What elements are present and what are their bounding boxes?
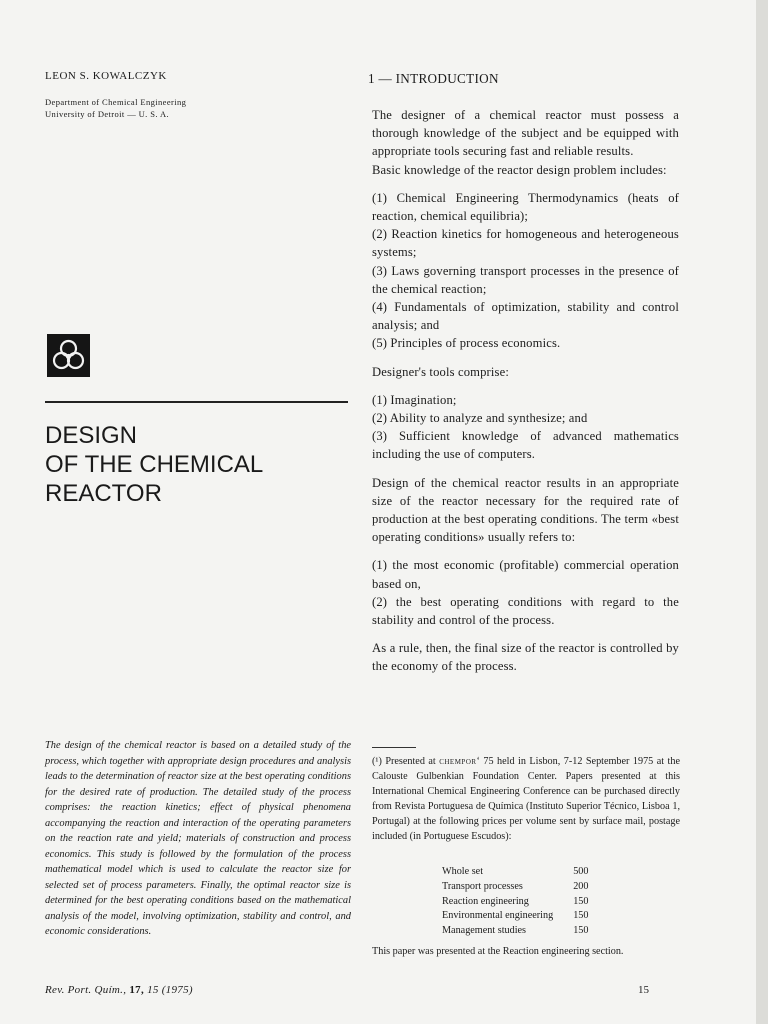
price-row bbox=[442, 880, 588, 895]
list-item: (5) Principles of process economics. bbox=[372, 336, 561, 351]
abstract: The design of the chemical reactor is based on a detailed study of the process, which together with appropriate design procedures and analysis leads to the determination of reactor size at the best operating conditions for the desired rate of production. The detailed study of the process comprises: the reaction kinetics; effect of physical phenomena accompanying the reaction and interaction of the operating parameters on the reaction rate and yield; materials of construction and process economics. This study is followed by the formulation of the process mathematical model which is used to calculate the reactor size for selected set of process parameters. Finally, the optimal reactor size is determined for the best operating conditions based on the mathematical analysis of the model, involving optimization, stability and control, and economic considerations. bbox=[45, 740, 351, 937]
title-rule bbox=[45, 401, 348, 403]
affiliation-department: Department of Chemical Engineering bbox=[45, 97, 187, 107]
list-item: (1) Chemical Engineering Thermodynamics (heats of reaction, chemical equilibria); bbox=[372, 190, 679, 224]
price-label: Management studies bbox=[442, 925, 527, 937]
price-row bbox=[442, 924, 588, 939]
title-line: REACTOR bbox=[45, 480, 162, 507]
price-value: 150 bbox=[573, 895, 589, 907]
basic-knowledge-paragraph: Basic knowledge of the reactor design problem includes: bbox=[372, 162, 667, 177]
paper-title bbox=[45, 421, 263, 508]
rule-paragraph: As a rule, then, the final size of the reactor is controlled by the economy of the process. bbox=[372, 641, 679, 674]
price-value: 150 bbox=[573, 925, 589, 937]
journal-volume: 17, bbox=[129, 984, 144, 996]
price-label: Whole set bbox=[442, 866, 484, 877]
list-item: (2) Reaction kinetics for homogeneous and heterogeneous systems; bbox=[372, 227, 679, 260]
author-name: LEON S. KOWALCZYK bbox=[45, 70, 167, 82]
body-text bbox=[372, 106, 679, 676]
page-number: 15 bbox=[638, 984, 649, 996]
title-line: OF THE CHEMICAL bbox=[45, 451, 264, 478]
list-item: (1) Imagination; bbox=[372, 392, 457, 407]
price-row bbox=[442, 895, 588, 910]
footnote-rule bbox=[372, 747, 416, 748]
journal-name: Rev. Port. Quím., bbox=[45, 984, 127, 996]
page-edge-shadow bbox=[756, 0, 768, 1024]
affiliation-university: University of Detroit — U. S. A. bbox=[45, 109, 170, 119]
price-label: Transport processes bbox=[442, 880, 523, 892]
list-item: (3) Sufficient knowledge of advanced mathematics including the use of computers. bbox=[372, 429, 679, 462]
author-affiliation bbox=[45, 96, 186, 120]
section-heading: 1 — INTRODUCTION bbox=[368, 71, 499, 86]
footnote bbox=[372, 755, 680, 844]
list-item: (2) the best operating conditions with regard to the stability and control of the process. bbox=[372, 594, 679, 628]
price-label: Reaction engineering bbox=[442, 895, 529, 907]
design-paragraph: Design of the chemical reactor results in an appropriate size of the reactor necessary for the required rate of production at the best operating conditions. The term «best operating conditions» usually refers to: bbox=[372, 475, 679, 545]
price-row bbox=[442, 909, 588, 924]
price-value: 150 bbox=[573, 910, 589, 922]
intro-paragraph: The designer of a chemical reactor must possess a thorough knowledge of the subject and be equipped with appropriate tools securing fast and reliable results. bbox=[372, 108, 679, 159]
list-item: (4) Fundamentals of optimization, stability and control analysis; and bbox=[372, 300, 679, 333]
price-value: 200 bbox=[573, 880, 589, 892]
title-line: DESIGN bbox=[45, 422, 138, 449]
list-item: (3) Laws governing transport processes in the presence of the chemical reaction; bbox=[372, 263, 679, 296]
tools-intro-paragraph: Designer's tools comprise: bbox=[372, 364, 509, 379]
journal-pages-year: 15 (1975) bbox=[147, 984, 193, 996]
price-value: 500 bbox=[573, 866, 589, 877]
footnote-text: ‘ 75 held in Lisbon, 7-12 September 1975 at the Calouste Gulbenkian Foundation Center. Papers presented at this International Chemical Engineering Conference can be purchased directly from Revista Portuguesa de Química (Instituto Superior Técnico, Lisboa 1, Portugal) at the following prices per volume sent by surface mail, postage included (in Portuguese Escudos): bbox=[372, 756, 680, 842]
footnote-marker: (¹) bbox=[372, 756, 382, 767]
list-item: (1) the most economic (profitable) commercial operation based on, bbox=[372, 558, 679, 591]
section-note: This paper was presented at the Reaction engineering section. bbox=[372, 946, 624, 957]
journal-citation bbox=[45, 984, 193, 996]
price-label: Environmental engineering bbox=[442, 910, 554, 922]
price-row bbox=[442, 865, 588, 880]
footnote-event: chempor bbox=[439, 756, 477, 767]
footnote-presented-at: Presented at bbox=[385, 756, 436, 767]
list-item: (2) Ability to analyze and synthesize; and bbox=[372, 411, 588, 426]
price-table bbox=[442, 865, 588, 939]
three-rings-emblem-icon bbox=[47, 334, 90, 377]
